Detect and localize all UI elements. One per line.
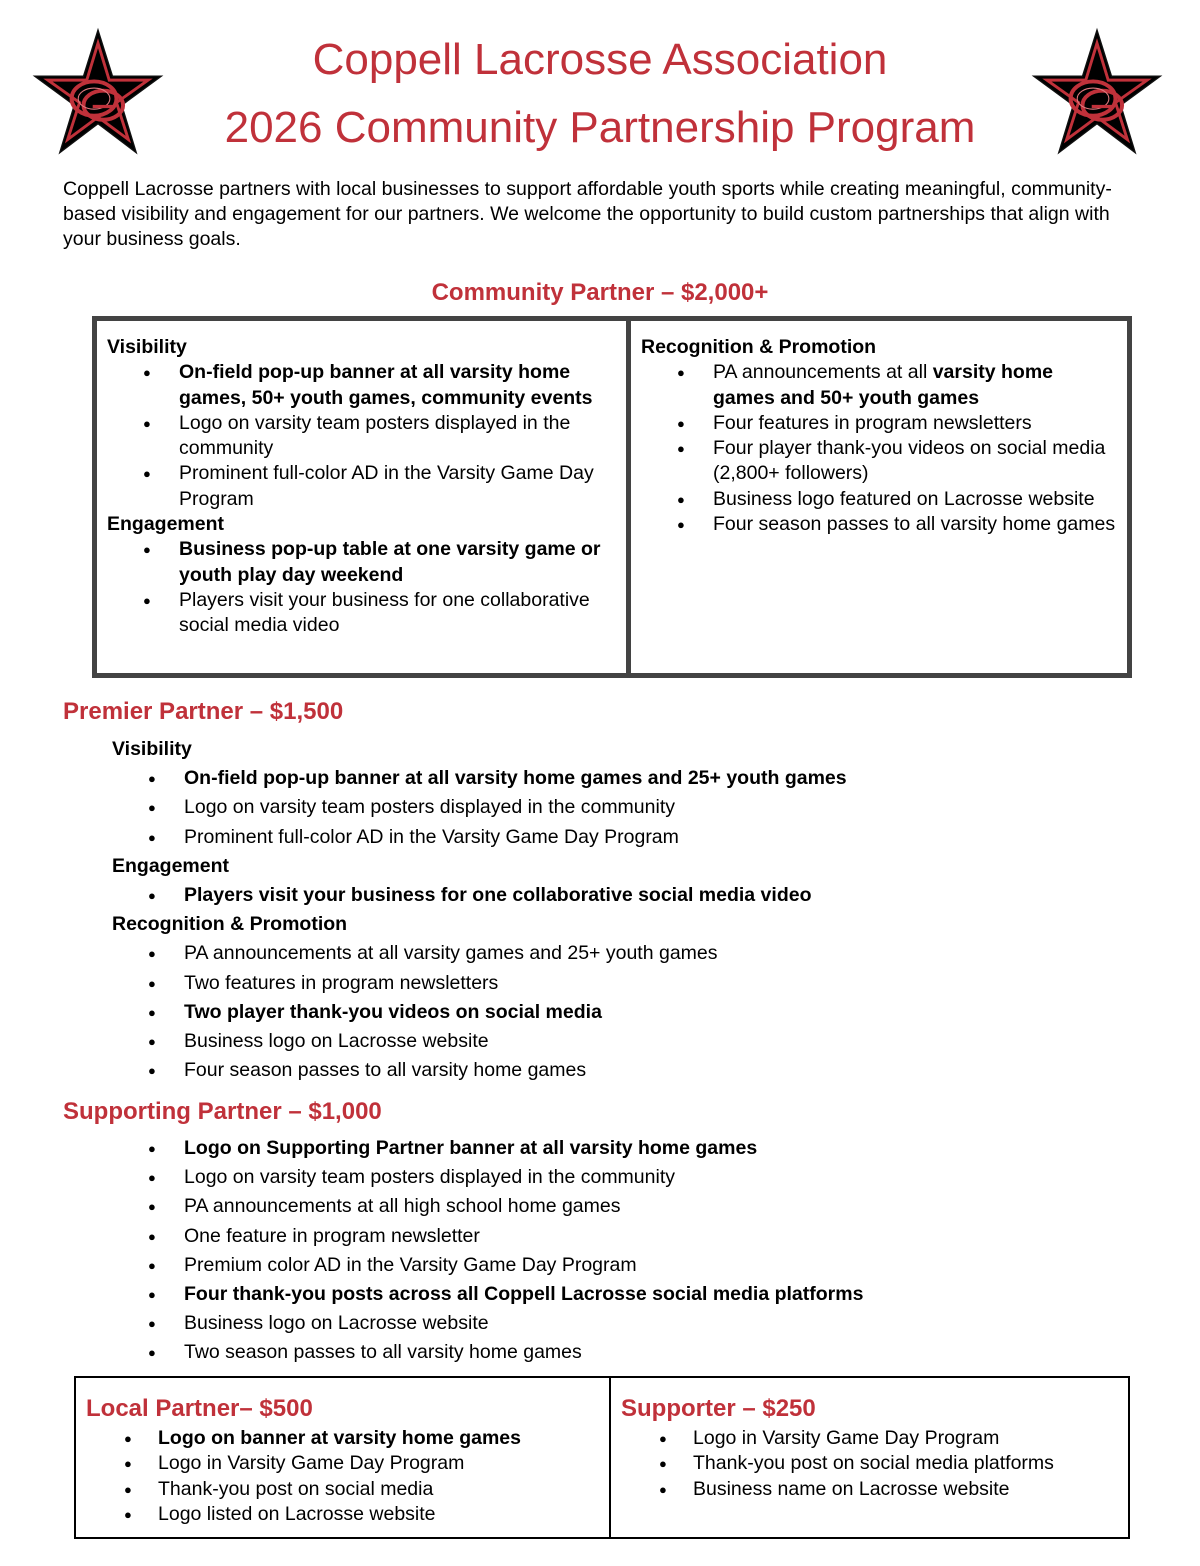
visibility-label: Visibility: [107, 336, 187, 358]
supporting-list: [112, 1134, 863, 1368]
list-item: ● Players visit your business for one collaborative social media video: [112, 881, 847, 910]
supporter-title: Supporter – $250: [621, 1395, 816, 1422]
list-item: ● Thank-you post on social media: [86, 1477, 599, 1502]
list-item: ● Four thank-you posts across all Coppell Lacrosse social media platforms: [112, 1280, 863, 1309]
local-partner-list: [86, 1426, 599, 1527]
local-partner-title: Local Partner– $500: [86, 1395, 313, 1422]
list-item: ● Players visit your business for one collaborative social media video: [107, 588, 616, 639]
engagement-label: Engagement: [107, 513, 225, 536]
list-item: ● Four season passes to all varsity home games: [641, 512, 1117, 537]
list-item: ● Logo on banner at varsity home games: [86, 1426, 599, 1451]
intro-paragraph: Coppell Lacrosse partners with local businesses to support affordable youth sports while creating meaningful, community-based visibility and engagement for our partners. We welcome the opportunity to build custom partnerships that align with your business goals.: [63, 178, 1112, 250]
list-item: ● Prominent full-color AD in the Varsity Game Day Program: [112, 823, 847, 852]
list-item: ● Logo listed on Lacrosse website: [86, 1502, 599, 1527]
list-item: ● PA announcements at all high school home games: [112, 1192, 863, 1221]
list-item-plain: PA announcements at all: [713, 361, 933, 384]
recognition-list: [112, 939, 847, 1085]
local-partner-cell: [76, 1378, 611, 1537]
visibility-label: Visibility: [112, 738, 192, 760]
supporter-list: [621, 1426, 1118, 1502]
list-item: ● Business name on Lacrosse website: [621, 1477, 1118, 1502]
list-item: ● One feature in program newsletter: [112, 1222, 863, 1251]
list-item: ● Logo on varsity team posters displayed in the community: [112, 1163, 863, 1192]
list-item: ● PA announcements at all varsity games and 25+ youth games: [112, 939, 847, 968]
list-item: ● Four player thank-you videos on social media (2,800+ followers): [641, 436, 1117, 487]
visibility-list: [107, 360, 616, 512]
engagement-label: Engagement: [112, 854, 230, 877]
list-item: ● Two features in program newsletters: [112, 969, 847, 998]
engagement-list: [107, 537, 616, 638]
local-supporter-table: [74, 1376, 1130, 1539]
premier-partner-section: [112, 735, 847, 1085]
list-item: ● Logo on Supporting Partner banner at all varsity home games: [112, 1134, 863, 1163]
recognition-label: Recognition & Promotion: [112, 913, 348, 936]
list-item: ● Business logo on Lacrosse website: [112, 1309, 863, 1338]
visibility-list: [112, 764, 847, 852]
community-right-cell: [631, 321, 1127, 673]
supporter-cell: [611, 1378, 1128, 1537]
list-item: ● Logo on varsity team posters displayed in the community: [107, 411, 616, 462]
supporting-partner-section: [112, 1134, 863, 1368]
list-item: ● Business logo featured on Lacrosse website: [641, 487, 1117, 512]
community-left-cell: [97, 321, 631, 673]
list-item: ● Premium color AD in the Varsity Game Day Program: [112, 1251, 863, 1280]
list-item: ● Logo on varsity team posters displayed in the community: [112, 793, 847, 822]
list-item: ● On-field pop-up banner at all varsity home games and 25+ youth games: [112, 764, 847, 793]
list-item: ● Four season passes to all varsity home games: [112, 1056, 847, 1085]
list-item: ● Thank-you post on social media platforms: [621, 1451, 1118, 1476]
community-partner-table: [92, 316, 1132, 678]
page-title-line2: 2026 Community Partnership Program: [224, 103, 976, 152]
list-item-bold: varsity home games and 50+ youth games: [713, 361, 1054, 409]
engagement-list: [112, 881, 847, 910]
list-item: ● Logo in Varsity Game Day Program: [86, 1451, 599, 1476]
list-item: ● Prominent full-color AD in the Varsity Game Day Program: [107, 461, 616, 512]
list-item: ● Logo in Varsity Game Day Program: [621, 1426, 1118, 1451]
supporting-partner-title: Supporting Partner – $1,000: [63, 1098, 382, 1125]
list-item: ● Business pop-up table at one varsity game or youth play day weekend: [107, 537, 616, 588]
page-title-line1: Coppell Lacrosse Association: [312, 35, 888, 84]
list-item: ● Two player thank-you videos on social media: [112, 998, 847, 1027]
recognition-list: [641, 360, 1117, 537]
list-item: ● On-field pop-up banner at all varsity home games, 50+ youth games, community events: [107, 360, 616, 411]
list-item: ● Two season passes to all varsity home games: [112, 1338, 863, 1367]
list-item: ● Business logo on Lacrosse website: [112, 1027, 847, 1056]
recognition-label: Recognition & Promotion: [641, 336, 877, 358]
list-item: ● Four features in program newsletters: [641, 411, 1117, 436]
community-partner-title: Community Partner – $2,000+: [431, 279, 769, 306]
list-item: [641, 360, 1117, 411]
premier-partner-title: Premier Partner – $1,500: [63, 698, 344, 725]
